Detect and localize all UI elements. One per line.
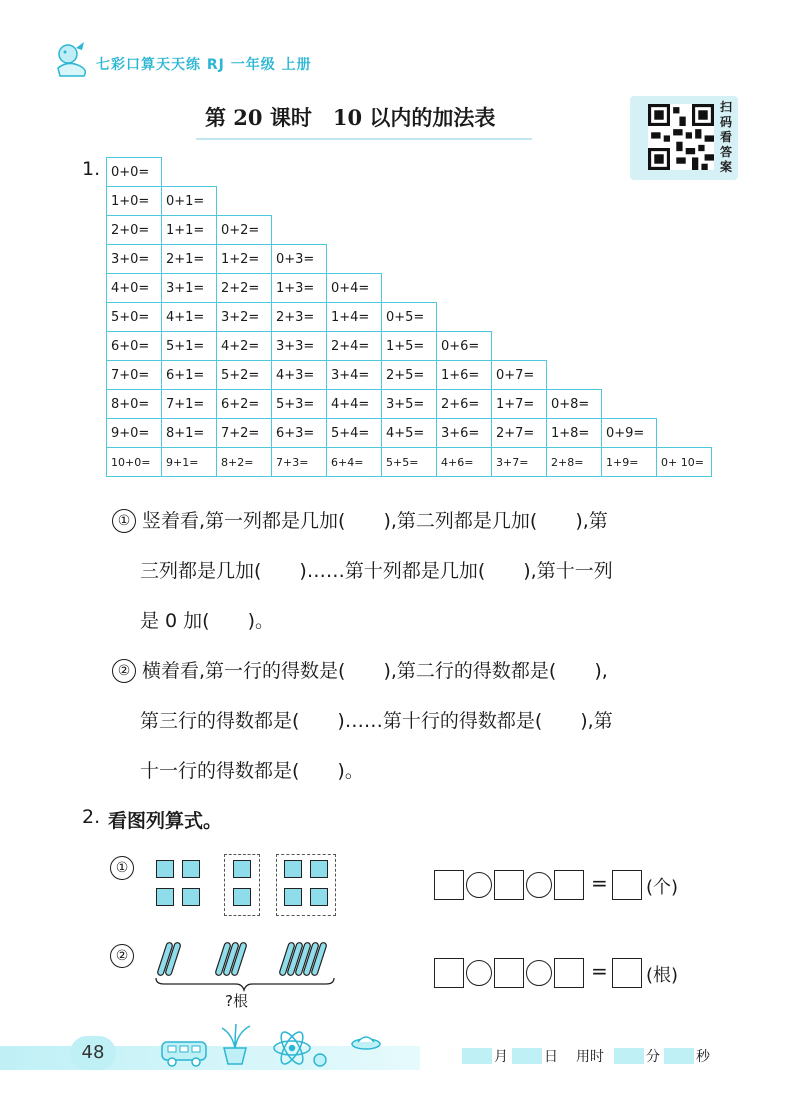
- square-icon: [284, 888, 302, 906]
- table-cell: 1+0=: [106, 186, 162, 216]
- table-cell: 1+9=: [601, 447, 657, 477]
- table-cell: 6+1=: [161, 360, 217, 390]
- table-cell: 3+7=: [491, 447, 547, 477]
- page-number: 48: [70, 1036, 116, 1070]
- table-cell: 8+0=: [106, 389, 162, 419]
- table-cell: 2+6=: [436, 389, 492, 419]
- answer-box[interactable]: [554, 870, 584, 900]
- table-cell: 2+4=: [326, 331, 382, 361]
- table-cell: 0+1=: [161, 186, 217, 216]
- table-cell: 4+5=: [381, 418, 437, 448]
- sub2-line-3: 十一行的得数都是( )。: [140, 760, 364, 782]
- table-cell: 7+1=: [161, 389, 217, 419]
- question-2-number: 2.: [82, 806, 101, 828]
- table-cell: 10+0=: [106, 447, 162, 477]
- table-cell: 3+3=: [271, 331, 327, 361]
- table-cell: 0+7=: [491, 360, 547, 390]
- table-cell: 8+2=: [216, 447, 272, 477]
- table-cell: 1+8=: [546, 418, 602, 448]
- stick-bundle-5: [279, 942, 327, 976]
- table-cell: 2+1=: [161, 244, 217, 274]
- picture-1-mark: ①: [110, 856, 134, 880]
- table-cell: 3+1=: [161, 273, 217, 303]
- equals-sign: =: [591, 871, 608, 895]
- month-blank[interactable]: [462, 1048, 492, 1064]
- table-cell: 1+6=: [436, 360, 492, 390]
- sub2-mark: ②: [112, 659, 136, 683]
- table-cell: 4+6=: [436, 447, 492, 477]
- second-label: 秒: [696, 1049, 710, 1065]
- table-cell: 4+4=: [326, 389, 382, 419]
- table-cell: 0+0=: [106, 157, 162, 187]
- question-2-title: 看图列算式。: [108, 810, 223, 832]
- table-cell: 5+2=: [216, 360, 272, 390]
- qr-code-icon[interactable]: [648, 104, 714, 170]
- globe-icon: [314, 1054, 326, 1066]
- series-title: 七彩口算天天练 RJ 一年级 上册: [96, 57, 312, 73]
- answer-box[interactable]: [494, 870, 524, 900]
- sub2-line-1: ② 横着看,第一行的得数是( ),第二行的得数都是( ),: [112, 656, 608, 683]
- square-icon: [233, 860, 251, 878]
- page-title: 第 20 课时 10 以内的加法表: [205, 105, 496, 130]
- second-blank[interactable]: [664, 1048, 694, 1064]
- mascot-icon: [50, 38, 94, 78]
- table-cell: 9+0=: [106, 418, 162, 448]
- square-icon: [156, 860, 174, 878]
- table-cell: 6+0=: [106, 331, 162, 361]
- table-cell: 6+2=: [216, 389, 272, 419]
- table-cell: 5+4=: [326, 418, 382, 448]
- square-icon: [310, 888, 328, 906]
- sub1-line-3: 是 0 加( )。: [140, 610, 274, 632]
- table-cell: 3+5=: [381, 389, 437, 419]
- square-icon: [156, 888, 174, 906]
- table-cell: 3+2=: [216, 302, 272, 332]
- table-cell: 2+8=: [546, 447, 602, 477]
- table-cell: 1+2=: [216, 244, 272, 274]
- answer-box[interactable]: [434, 958, 464, 988]
- qr-label: 扫 码 看 答 案: [719, 100, 732, 174]
- stick-bundle-2: [157, 942, 181, 976]
- table-cell: 2+3=: [271, 302, 327, 332]
- sticks-label: ?根: [225, 992, 248, 1010]
- table-cell: 0+ 10=: [656, 447, 712, 477]
- answer-box[interactable]: [612, 870, 642, 900]
- table-cell: 2+7=: [491, 418, 547, 448]
- brace-icon: [156, 978, 334, 990]
- table-cell: 5+5=: [381, 447, 437, 477]
- table-cell: 3+4=: [326, 360, 382, 390]
- table-cell: 7+3=: [271, 447, 327, 477]
- answer-box[interactable]: [434, 870, 464, 900]
- day-blank[interactable]: [512, 1048, 542, 1064]
- operator-circle[interactable]: [526, 960, 552, 986]
- table-cell: 5+3=: [271, 389, 327, 419]
- minute-label: 分: [646, 1049, 660, 1065]
- sub1-line-1: ① 竖着看,第一列都是几加( ),第二列都是几加( ),第: [112, 506, 608, 533]
- table-cell: 2+0=: [106, 215, 162, 245]
- time-used-label: 用时: [576, 1049, 604, 1065]
- table-cell: 5+1=: [161, 331, 217, 361]
- sub1-mark: ①: [112, 509, 136, 533]
- table-cell: 4+2=: [216, 331, 272, 361]
- ufo-icon: [352, 1037, 380, 1049]
- equals-sign: =: [591, 959, 608, 983]
- square-icon: [284, 860, 302, 878]
- table-cell: 4+3=: [271, 360, 327, 390]
- title-underline: [196, 138, 532, 140]
- table-cell: 0+9=: [601, 418, 657, 448]
- table-cell: 6+3=: [271, 418, 327, 448]
- footer-decoration: [160, 1022, 390, 1068]
- question-1-number: 1.: [82, 158, 101, 180]
- operator-circle[interactable]: [526, 872, 552, 898]
- table-cell: 0+4=: [326, 273, 382, 303]
- unit-label: (个): [646, 877, 679, 898]
- table-cell: 4+1=: [161, 302, 217, 332]
- table-cell: 6+4=: [326, 447, 382, 477]
- table-cell: 9+1=: [161, 447, 217, 477]
- table-cell: 0+6=: [436, 331, 492, 361]
- unit-label: (根): [646, 965, 679, 986]
- table-cell: 2+5=: [381, 360, 437, 390]
- table-cell: 1+7=: [491, 389, 547, 419]
- operator-circle[interactable]: [466, 960, 492, 986]
- table-cell: 3+0=: [106, 244, 162, 274]
- table-cell: 1+5=: [381, 331, 437, 361]
- table-cell: 5+0=: [106, 302, 162, 332]
- minute-blank[interactable]: [614, 1048, 644, 1064]
- answer-box[interactable]: [554, 958, 584, 988]
- square-icon: [182, 860, 200, 878]
- answer-box[interactable]: [494, 958, 524, 988]
- table-cell: 0+2=: [216, 215, 272, 245]
- square-icon: [310, 860, 328, 878]
- stick-bundle-3: [215, 942, 247, 976]
- square-icon: [233, 888, 251, 906]
- table-cell: 1+3=: [271, 273, 327, 303]
- answer-box[interactable]: [612, 958, 642, 988]
- table-cell: 0+8=: [546, 389, 602, 419]
- table-cell: 1+4=: [326, 302, 382, 332]
- table-cell: 8+1=: [161, 418, 217, 448]
- sub1-line-2: 三列都是几加( )……第十列都是几加( ),第十一列: [140, 560, 613, 582]
- bus-icon: [162, 1042, 206, 1066]
- table-cell: 2+2=: [216, 273, 272, 303]
- operator-circle[interactable]: [466, 872, 492, 898]
- month-label: 月: [494, 1049, 508, 1065]
- day-label: 日: [544, 1049, 558, 1065]
- table-cell: 1+1=: [161, 215, 217, 245]
- table-cell: 0+3=: [271, 244, 327, 274]
- table-cell: 4+0=: [106, 273, 162, 303]
- table-cell: 7+2=: [216, 418, 272, 448]
- square-icon: [182, 888, 200, 906]
- picture-2-mark: ②: [110, 944, 134, 968]
- table-cell: 7+0=: [106, 360, 162, 390]
- sub2-line-2: 第三行的得数都是( )……第十行的得数都是( ),第: [140, 710, 613, 732]
- table-cell: 3+6=: [436, 418, 492, 448]
- plant-icon: [222, 1024, 250, 1064]
- atom-icon: [274, 1029, 310, 1067]
- table-cell: 0+5=: [381, 302, 437, 332]
